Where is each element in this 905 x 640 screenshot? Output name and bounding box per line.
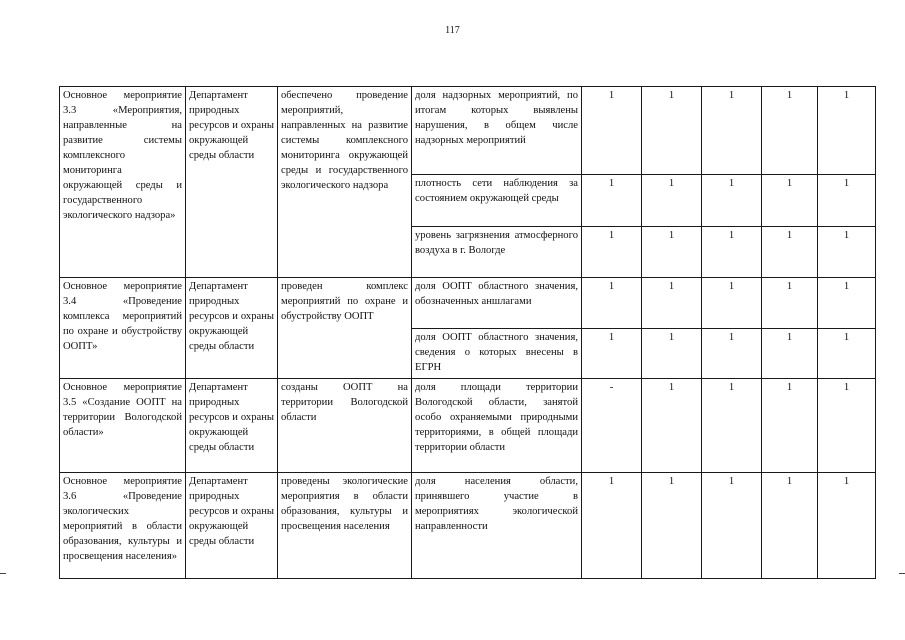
indicator-cell: уровень загрязнения атмосферного воздуха в г. Вологде — [412, 227, 582, 278]
executor-cell: Департамент природных ресурсов и охраны окружающей среды области — [186, 473, 278, 579]
value-cell: 1 — [642, 278, 702, 329]
value-cell: 1 — [762, 379, 818, 473]
value-cell: 1 — [642, 175, 702, 227]
value-cell: 1 — [702, 227, 762, 278]
value-cell: 1 — [818, 227, 876, 278]
indicator-cell: доля ООПТ областного значения, обозначенных аншлагами — [412, 278, 582, 329]
value-cell: 1 — [642, 473, 702, 579]
result-cell: проведен комплекс мероприятий по охране и обустройству ООПТ — [278, 278, 412, 379]
value-cell: 1 — [702, 473, 762, 579]
value-cell: - — [582, 379, 642, 473]
page-number: 117 — [445, 25, 460, 36]
indicator-cell: доля ООПТ областного значения, сведения о которых внесены в ЕГРН — [412, 329, 582, 379]
value-cell: 1 — [818, 329, 876, 379]
executor-cell: Департамент природных ресурсов и охраны окружающей среды области — [186, 87, 278, 278]
value-cell: 1 — [582, 473, 642, 579]
result-cell: проведены экологические мероприятия в области образования, культуры и просвещения населения — [278, 473, 412, 579]
indicator-cell: доля надзорных мероприятий, по итогам которых выявлены нарушения, в общем числе надзорных мероприятий — [412, 87, 582, 175]
value-cell: 1 — [762, 278, 818, 329]
value-cell: 1 — [702, 329, 762, 379]
value-cell: 1 — [818, 87, 876, 175]
value-cell: 1 — [818, 473, 876, 579]
activity-cell: Основное мероприятие 3.6 «Проведение экологических мероприятий в области образования, культуры и просвещения населения» — [60, 473, 186, 579]
value-cell: 1 — [702, 278, 762, 329]
executor-cell: Департамент природных ресурсов и охраны окружающей среды области — [186, 278, 278, 379]
executor-cell: Департамент природных ресурсов и охраны окружающей среды области — [186, 379, 278, 473]
value-cell: 1 — [582, 278, 642, 329]
value-cell: 1 — [818, 278, 876, 329]
value-cell: 1 — [582, 175, 642, 227]
value-cell: 1 — [642, 87, 702, 175]
scan-edge-mark-right — [899, 573, 905, 574]
table-row — [60, 473, 876, 579]
indicator-cell: доля населения области, принявшего участие в мероприятиях экологической направленности — [412, 473, 582, 579]
value-cell: 1 — [702, 379, 762, 473]
value-cell: 1 — [582, 329, 642, 379]
table-row — [60, 379, 876, 473]
value-cell: 1 — [818, 379, 876, 473]
value-cell: 1 — [818, 175, 876, 227]
measures-table — [59, 86, 876, 579]
result-cell: обеспечено проведение мероприятий, направленных на развитие системы комплексного мониторинга окружающей среды и государственного экологического надзора — [278, 87, 412, 278]
scan-edge-mark-left — [0, 573, 6, 574]
value-cell: 1 — [762, 329, 818, 379]
table-row — [60, 278, 876, 329]
table-row — [60, 87, 876, 175]
result-cell: созданы ООПТ на территории Вологодской области — [278, 379, 412, 473]
indicator-cell: плотность сети наблюдения за состоянием окружающей среды — [412, 175, 582, 227]
activity-cell: Основное мероприятие 3.4 «Проведение комплекса мероприятий по охране и обустройству ООПТ» — [60, 278, 186, 379]
value-cell: 1 — [762, 227, 818, 278]
value-cell: 1 — [702, 87, 762, 175]
value-cell: 1 — [762, 87, 818, 175]
value-cell: 1 — [762, 473, 818, 579]
indicator-cell: доля площади территории Вологодской области, занятой особо охраняемыми природными территориями, в общей площади территории области — [412, 379, 582, 473]
value-cell: 1 — [702, 175, 762, 227]
value-cell: 1 — [582, 87, 642, 175]
activity-cell: Основное мероприятие 3.5 «Создание ООПТ на территории Вологодской области» — [60, 379, 186, 473]
value-cell: 1 — [582, 227, 642, 278]
value-cell: 1 — [642, 227, 702, 278]
activity-cell: Основное мероприятие 3.3 «Мероприятия, направленные на развитие системы комплексного мониторинга окружающей среды и государственного экологического надзора» — [60, 87, 186, 278]
value-cell: 1 — [642, 379, 702, 473]
value-cell: 1 — [642, 329, 702, 379]
value-cell: 1 — [762, 175, 818, 227]
